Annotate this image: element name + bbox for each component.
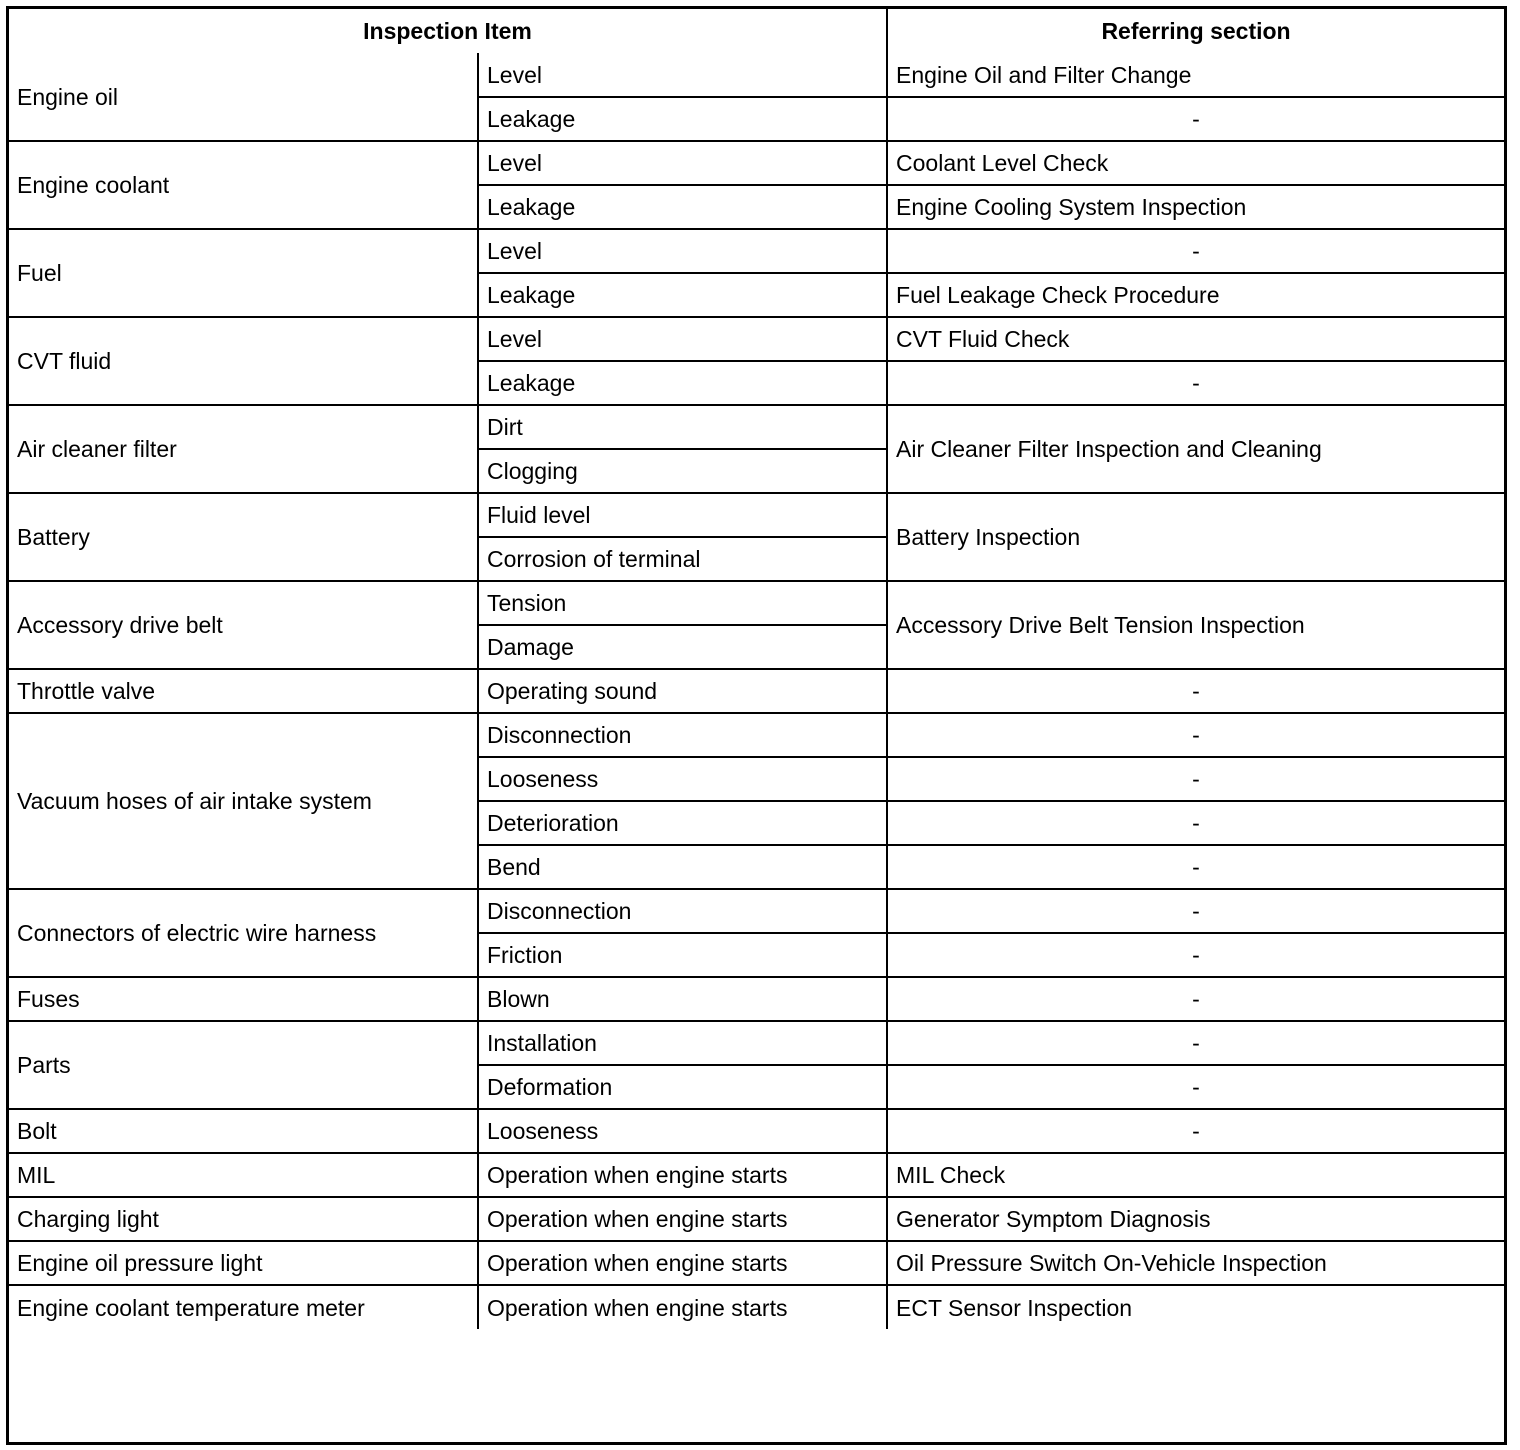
table-row xyxy=(9,1153,1504,1197)
inspection-item-cell: Bolt xyxy=(9,1109,478,1153)
referring-section-cell: - xyxy=(887,669,1504,713)
referring-section-cell: Engine Oil and Filter Change xyxy=(887,53,1504,97)
referring-section-cell: Air Cleaner Filter Inspection and Cleaning xyxy=(887,405,1504,493)
referring-section-cell: Coolant Level Check xyxy=(887,141,1504,185)
referring-section-cell: - xyxy=(887,1065,1504,1109)
check-point-cell: Blown xyxy=(478,977,887,1021)
table-row xyxy=(9,1197,1504,1241)
header-row xyxy=(9,9,1504,53)
check-point-cell: Operating sound xyxy=(478,669,887,713)
check-point-cell: Dirt xyxy=(478,405,887,449)
table-row xyxy=(9,977,1504,1021)
table-row xyxy=(9,1241,1504,1285)
inspection-item-cell: Parts xyxy=(9,1021,478,1109)
inspection-item-cell: CVT fluid xyxy=(9,317,478,405)
table-row xyxy=(9,141,1504,185)
check-point-cell: Operation when engine starts xyxy=(478,1285,887,1329)
referring-section-cell: Fuel Leakage Check Procedure xyxy=(887,273,1504,317)
check-point-cell: Level xyxy=(478,141,887,185)
inspection-table-frame xyxy=(6,6,1507,1445)
referring-section-cell: - xyxy=(887,713,1504,757)
inspection-item-cell: Throttle valve xyxy=(9,669,478,713)
inspection-item-cell: Fuel xyxy=(9,229,478,317)
inspection-item-cell: Fuses xyxy=(9,977,478,1021)
check-point-cell: Installation xyxy=(478,1021,887,1065)
inspection-item-cell: Engine oil pressure light xyxy=(9,1241,478,1285)
check-point-cell: Tension xyxy=(478,581,887,625)
check-point-cell: Leakage xyxy=(478,97,887,141)
inspection-table xyxy=(9,9,1504,1329)
table-row xyxy=(9,1285,1504,1329)
referring-section-cell: Battery Inspection xyxy=(887,493,1504,581)
referring-section-cell: - xyxy=(887,1021,1504,1065)
check-point-cell: Disconnection xyxy=(478,713,887,757)
referring-section-cell: Accessory Drive Belt Tension Inspection xyxy=(887,581,1504,669)
check-point-cell: Leakage xyxy=(478,185,887,229)
inspection-item-header: Inspection Item xyxy=(9,9,887,53)
table-row xyxy=(9,669,1504,713)
referring-section-cell: - xyxy=(887,361,1504,405)
inspection-item-cell: Accessory drive belt xyxy=(9,581,478,669)
check-point-cell: Operation when engine starts xyxy=(478,1241,887,1285)
inspection-item-cell: Vacuum hoses of air intake system xyxy=(9,713,478,889)
check-point-cell: Level xyxy=(478,53,887,97)
referring-section-cell: - xyxy=(887,229,1504,273)
inspection-item-cell: Air cleaner filter xyxy=(9,405,478,493)
referring-section-header: Referring section xyxy=(887,9,1504,53)
table-row xyxy=(9,713,1504,757)
inspection-item-cell: Engine oil xyxy=(9,53,478,141)
check-point-cell: Deformation xyxy=(478,1065,887,1109)
inspection-item-cell: Engine coolant temperature meter xyxy=(9,1285,478,1329)
check-point-cell: Leakage xyxy=(478,361,887,405)
check-point-cell: Level xyxy=(478,317,887,361)
check-point-cell: Leakage xyxy=(478,273,887,317)
table-row xyxy=(9,53,1504,97)
check-point-cell: Clogging xyxy=(478,449,887,493)
inspection-item-cell: Battery xyxy=(9,493,478,581)
check-point-cell: Operation when engine starts xyxy=(478,1197,887,1241)
check-point-cell: Corrosion of terminal xyxy=(478,537,887,581)
inspection-item-cell: Connectors of electric wire harness xyxy=(9,889,478,977)
inspection-item-cell: MIL xyxy=(9,1153,478,1197)
referring-section-cell: - xyxy=(887,97,1504,141)
referring-section-cell: Engine Cooling System Inspection xyxy=(887,185,1504,229)
referring-section-cell: - xyxy=(887,757,1504,801)
check-point-cell: Fluid level xyxy=(478,493,887,537)
check-point-cell: Looseness xyxy=(478,1109,887,1153)
referring-section-cell: MIL Check xyxy=(887,1153,1504,1197)
check-point-cell: Operation when engine starts xyxy=(478,1153,887,1197)
table-row xyxy=(9,581,1504,625)
referring-section-cell: CVT Fluid Check xyxy=(887,317,1504,361)
check-point-cell: Deterioration xyxy=(478,801,887,845)
referring-section-cell: - xyxy=(887,845,1504,889)
inspection-item-cell: Charging light xyxy=(9,1197,478,1241)
table-row xyxy=(9,405,1504,449)
referring-section-cell: - xyxy=(887,933,1504,977)
check-point-cell: Bend xyxy=(478,845,887,889)
referring-section-cell: - xyxy=(887,1109,1504,1153)
check-point-cell: Friction xyxy=(478,933,887,977)
referring-section-cell: ECT Sensor Inspection xyxy=(887,1285,1504,1329)
table-row xyxy=(9,229,1504,273)
referring-section-cell: - xyxy=(887,977,1504,1021)
inspection-item-cell: Engine coolant xyxy=(9,141,478,229)
referring-section-cell: - xyxy=(887,801,1504,845)
check-point-cell: Disconnection xyxy=(478,889,887,933)
check-point-cell: Looseness xyxy=(478,757,887,801)
table-row xyxy=(9,317,1504,361)
table-row xyxy=(9,889,1504,933)
referring-section-cell: - xyxy=(887,889,1504,933)
table-row xyxy=(9,1109,1504,1153)
check-point-cell: Level xyxy=(478,229,887,273)
referring-section-cell: Oil Pressure Switch On-Vehicle Inspection xyxy=(887,1241,1504,1285)
table-row xyxy=(9,1021,1504,1065)
referring-section-cell: Generator Symptom Diagnosis xyxy=(887,1197,1504,1241)
check-point-cell: Damage xyxy=(478,625,887,669)
table-row xyxy=(9,493,1504,537)
